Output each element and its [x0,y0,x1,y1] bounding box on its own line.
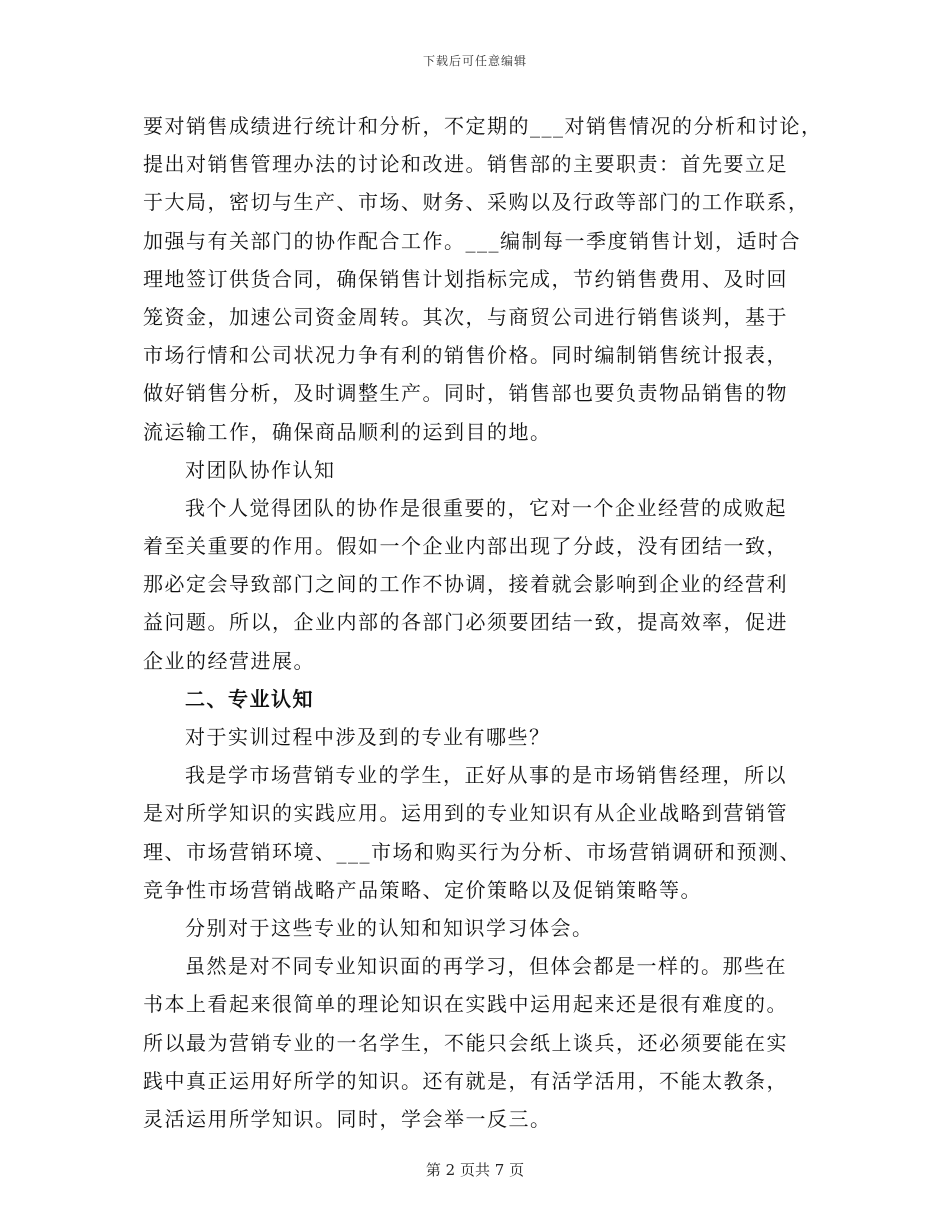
paragraph-line: 市场行情和公司状况力争有利的销售价格。同时编制销售统计报表， [143,343,788,368]
paragraph-line: 书本上看起来很简单的理论知识在实践中运用起来还是很有难度的。 [143,992,788,1017]
paragraph-line: 那必定会导致部门之间的工作不协调，接着就会影响到企业的经营利 [143,572,788,597]
paragraph-line: 要对销售成绩进行统计和分析，不定期的___对销售情况的分析和讨论， [143,114,823,138]
section-heading: 二、专业认知 [185,686,314,711]
paragraph-line: 是对所学知识的实践应用。运用到的专业知识有从企业战略到营销管 [143,801,788,826]
paragraph-line: 着至关重要的作用。假如一个企业内部出现了分歧，没有团结一致， [143,534,788,559]
paragraph-line: 提出对销售管理办法的讨论和改进。销售部的主要职责：首先要立足 [143,152,788,177]
paragraph-line: 灵活运用所学知识。同时，学会举一反三。 [143,1106,552,1131]
document-body [143,107,823,1138]
paragraph-line: 竞争性市场营销战略产品策略、定价策略以及促销策略等。 [143,877,702,902]
section-subtitle: 对团队协作认知 [185,457,336,482]
paragraph-line: 笼资金，加速公司资金周转。其次，与商贸公司进行销售谈判，基于 [143,304,788,329]
paragraph-line: 理、市场营销环境、___市场和购买行为分析、市场营销调研和预测、 [143,839,801,864]
paragraph-line: 所以最为营销专业的一名学生，不能只会纸上谈兵，还必须要能在实 [143,1030,788,1055]
question-line: 对于实训过程中涉及到的专业有哪些？ [185,725,551,749]
paragraph-line: 我个人觉得团队的协作是很重要的，它对一个企业经营的成败起 [185,495,787,520]
paragraph-line: 践中真正运用好所学的知识。还有就是，有活学活用，不能太教条， [143,1068,788,1093]
page-number: 第 2 页共 7 页 [425,1161,525,1179]
paragraph-line: 企业的经营进展。 [143,648,315,673]
paragraph-line: 加强与有关部门的协作配合工作。___编制每一季度销售计划，适时合 [143,228,801,253]
paragraph-line: 虽然是对不同专业知识面的再学习，但体会都是一样的。那些在 [185,954,787,979]
paragraph-line: 益问题。所以，企业内部的各部门必须要团结一致，提高效率，促进 [143,610,788,635]
paragraph-line: 做好销售分析，及时调整生产。同时，销售部也要负责物品销售的物 [143,381,788,406]
paragraph-line: 理地签订供货合同，确保销售计划指标完成，节约销售费用、及时回 [143,266,788,291]
paragraph-line: 于大局，密切与生产、市场、财务、采购以及行政等部门的工作联系， [143,190,810,215]
paragraph-line: 流运输工作，确保商品顺利的运到目的地。 [143,419,552,444]
question-line: 分别对于这些专业的认知和知识学习体会。 [185,915,594,940]
paragraph-line: 我是学市场营销专业的学生，正好从事的是市场销售经理，所以 [185,763,787,788]
page-header: 下载后可任意编辑 [422,54,527,68]
